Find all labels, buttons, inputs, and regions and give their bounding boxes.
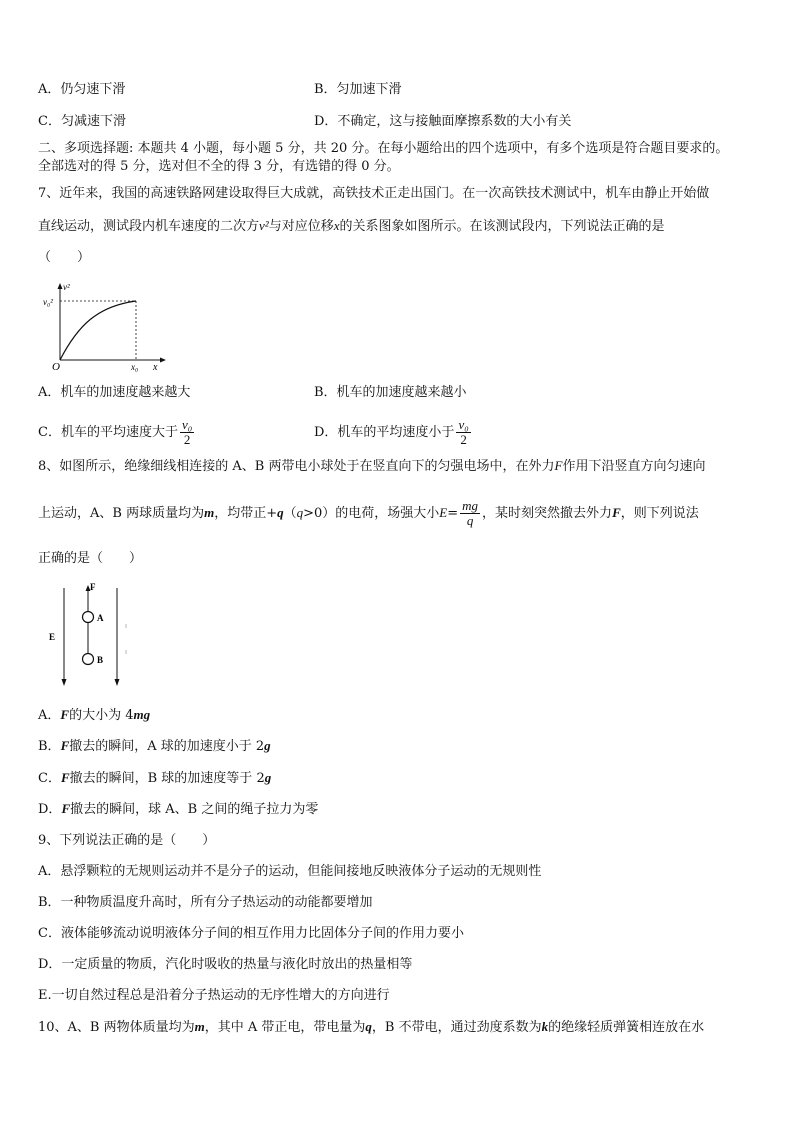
q7-stem-line2 — [38, 216, 665, 237]
q7-option-c — [38, 418, 196, 447]
q9-option-a: A．悬浮颗粒的无规则运动并不是分子的运动，但能间接地反映液体分子运动的无规则性 — [38, 864, 542, 879]
q8-text-a: 上运动，A、B 两球质量均为 — [38, 506, 205, 521]
fraction-numerator: mg — [462, 498, 479, 513]
force-label: F — [90, 582, 96, 592]
force-symbol: F — [60, 707, 70, 722]
option-text: 撤去的瞬间，球 A、B 之间的绳子拉力为零 — [70, 802, 319, 817]
section2-title: 二、多项选择题: 本题共 4 小题，每小题 5 分，共 20 分。在每小题给出的四个选项中，有多个选项是符合题目要求的。 — [38, 141, 729, 156]
field-label: E — [49, 632, 56, 642]
x-axis-arrow — [160, 358, 166, 363]
q8-stem-line1 — [38, 456, 705, 477]
mass-gravity-symbol: mg — [133, 707, 151, 722]
field-arrow-left — [62, 679, 67, 686]
q7-stem-text-b: 与对应位移 — [268, 219, 334, 234]
q7-stem-text-c: 的关系图象如图所示。在该测试段内，下列说法正确的是 — [339, 219, 665, 234]
ball-b-label: B — [97, 655, 104, 665]
q10-charge-q: q — [365, 1019, 372, 1034]
force-symbol: F — [60, 738, 70, 753]
q8-stem-text-b: 作用下沿竖直方向匀速向 — [562, 459, 706, 474]
q10-text-b: ，其中 A 带正电，带电量为 — [204, 1020, 366, 1035]
fraction-numerator: v₀ — [181, 417, 193, 432]
section2-scoring: 全部选对的得 5 分，选对但不全的得 3 分，有选错的得 0 分。 — [38, 159, 400, 174]
q8-option-a — [38, 705, 150, 726]
q9-option-b: B．一种物质温度升高时，所有分子热运动的动能都要增加 — [38, 895, 373, 910]
x-tick-x0: x₀ — [131, 362, 139, 372]
x-axis-label: x — [153, 362, 158, 372]
fraction-denominator: 2 — [183, 432, 191, 447]
q8-option-d — [38, 799, 318, 820]
q8-force-f2: F — [612, 505, 621, 520]
q7-stem-v2: v² — [259, 218, 269, 233]
option-text: 的大小为 4 — [69, 708, 134, 723]
q10-mass-m: m — [194, 1019, 205, 1034]
q7-option-c-text: C．机车的平均速度大于 — [38, 425, 178, 440]
q7-option-a: A．机车的加速度越来越大 — [38, 385, 191, 400]
q8-force-f: F — [554, 458, 563, 473]
q7-stem-text-a: 直线运动，测试段内机车速度的二次方 — [38, 219, 260, 234]
q8-mass-m: m — [204, 505, 215, 520]
y-axis-arrow — [58, 283, 63, 289]
q7-option-b: B．机车的加速度越来越小 — [314, 385, 467, 400]
option-text: 撤去的瞬间，A 球的加速度小于 2 — [69, 739, 265, 754]
force-symbol: F — [61, 801, 71, 816]
y-tick-v0-squared: v₀² — [43, 297, 53, 307]
ball-a — [83, 612, 94, 623]
q7-stem-x: x — [333, 218, 340, 233]
q8-text-c: （ — [283, 506, 297, 521]
q8-charge-q: q — [277, 505, 284, 520]
origin-label: O — [52, 361, 60, 372]
q8-charge-q2: q — [296, 505, 304, 520]
fraction-denominator: q — [466, 513, 474, 528]
force-symbol: F — [60, 770, 70, 785]
q8-text-b: ，均带正+ — [214, 506, 278, 521]
q7-option-d-text: D．机车的平均速度小于 — [314, 425, 455, 440]
q10-text-a: 10、A、B 两物体质量均为 — [38, 1020, 195, 1035]
option-text: 撤去的瞬间，B 球的加速度等于 2 — [69, 771, 265, 786]
fraction-denominator: 2 — [460, 432, 467, 447]
q8-text-f: ，则下列说法 — [620, 506, 699, 521]
q6-option-b: B．匀加速下滑 — [314, 82, 402, 97]
y-axis-label: v² — [63, 282, 70, 292]
gravity-symbol: g — [264, 738, 271, 753]
q8-stem-line3: 正确的是（ ） — [38, 551, 143, 566]
q9-option-d: D．一定质量的物质，汽化时吸收的热量与液化时放出的热量相等 — [38, 957, 413, 972]
option-label: D． — [38, 802, 62, 817]
q10-text-d: 的绝缘轻质弹簧相连放在水 — [548, 1020, 705, 1035]
gravity-symbol: g — [264, 770, 272, 785]
q10-stem — [38, 1017, 704, 1038]
q8-text-d: >0）的电荷，场强大小 — [303, 506, 440, 521]
q8-option-b — [38, 736, 271, 757]
q6-option-d: D．不确定，这与接触面摩擦系数的大小有关 — [314, 114, 572, 129]
q8-field-fraction — [460, 499, 480, 528]
q8-text-e: ，某时刻突然撤去外力 — [482, 506, 613, 521]
q8-option-c — [38, 768, 271, 789]
q8-stem-text-a: 8、如图所示，绝缘细线相连接的 A、B 两带电小球处于在竖直向下的匀强电场中，在外力 — [38, 459, 555, 474]
q7-option-d-fraction — [456, 418, 470, 447]
q8-stem-line2 — [38, 496, 699, 531]
q8-charged-balls-figure — [44, 580, 144, 690]
option-label: B． — [38, 739, 61, 754]
q9-option-e: E.一切自然过程总是沿着分子热运动的无序性增大的方向进行 — [38, 988, 390, 1003]
q6-option-c: C．匀减速下滑 — [38, 114, 126, 129]
q8-equals: = — [447, 506, 459, 521]
v2-curve — [60, 301, 136, 360]
q7-option-c-fraction — [180, 418, 194, 447]
q7-stem-line1: 7、近年来，我国的高速铁路网建设取得巨大成就，高铁技术正走出国门。在一次高铁技术测试中，机车由静止开始做 — [38, 186, 710, 201]
q10-text-c: ，B 不带电，通过劲度系数为 — [371, 1020, 542, 1035]
q9-stem: 9、下列说法正确的是（ ） — [38, 833, 216, 848]
q10-spring-k: k — [541, 1019, 549, 1034]
fraction-numerator: v₀ — [458, 417, 469, 432]
ball-a-label: A — [97, 613, 104, 623]
q9-option-c: C．液体能够流动说明液体分子间的相互作用力比固体分子间的作用力要小 — [38, 926, 464, 941]
q7-option-d — [314, 418, 473, 447]
option-label: A． — [38, 708, 61, 723]
ball-b — [83, 654, 94, 665]
option-label: C． — [38, 771, 61, 786]
q7-v2-x-graph — [38, 280, 172, 372]
q8-field-e: E — [439, 505, 448, 520]
q7-answer-paren: （ ） — [38, 250, 91, 265]
q6-option-a: A．仍匀速下滑 — [38, 82, 126, 97]
field-arrow-right — [115, 679, 120, 686]
